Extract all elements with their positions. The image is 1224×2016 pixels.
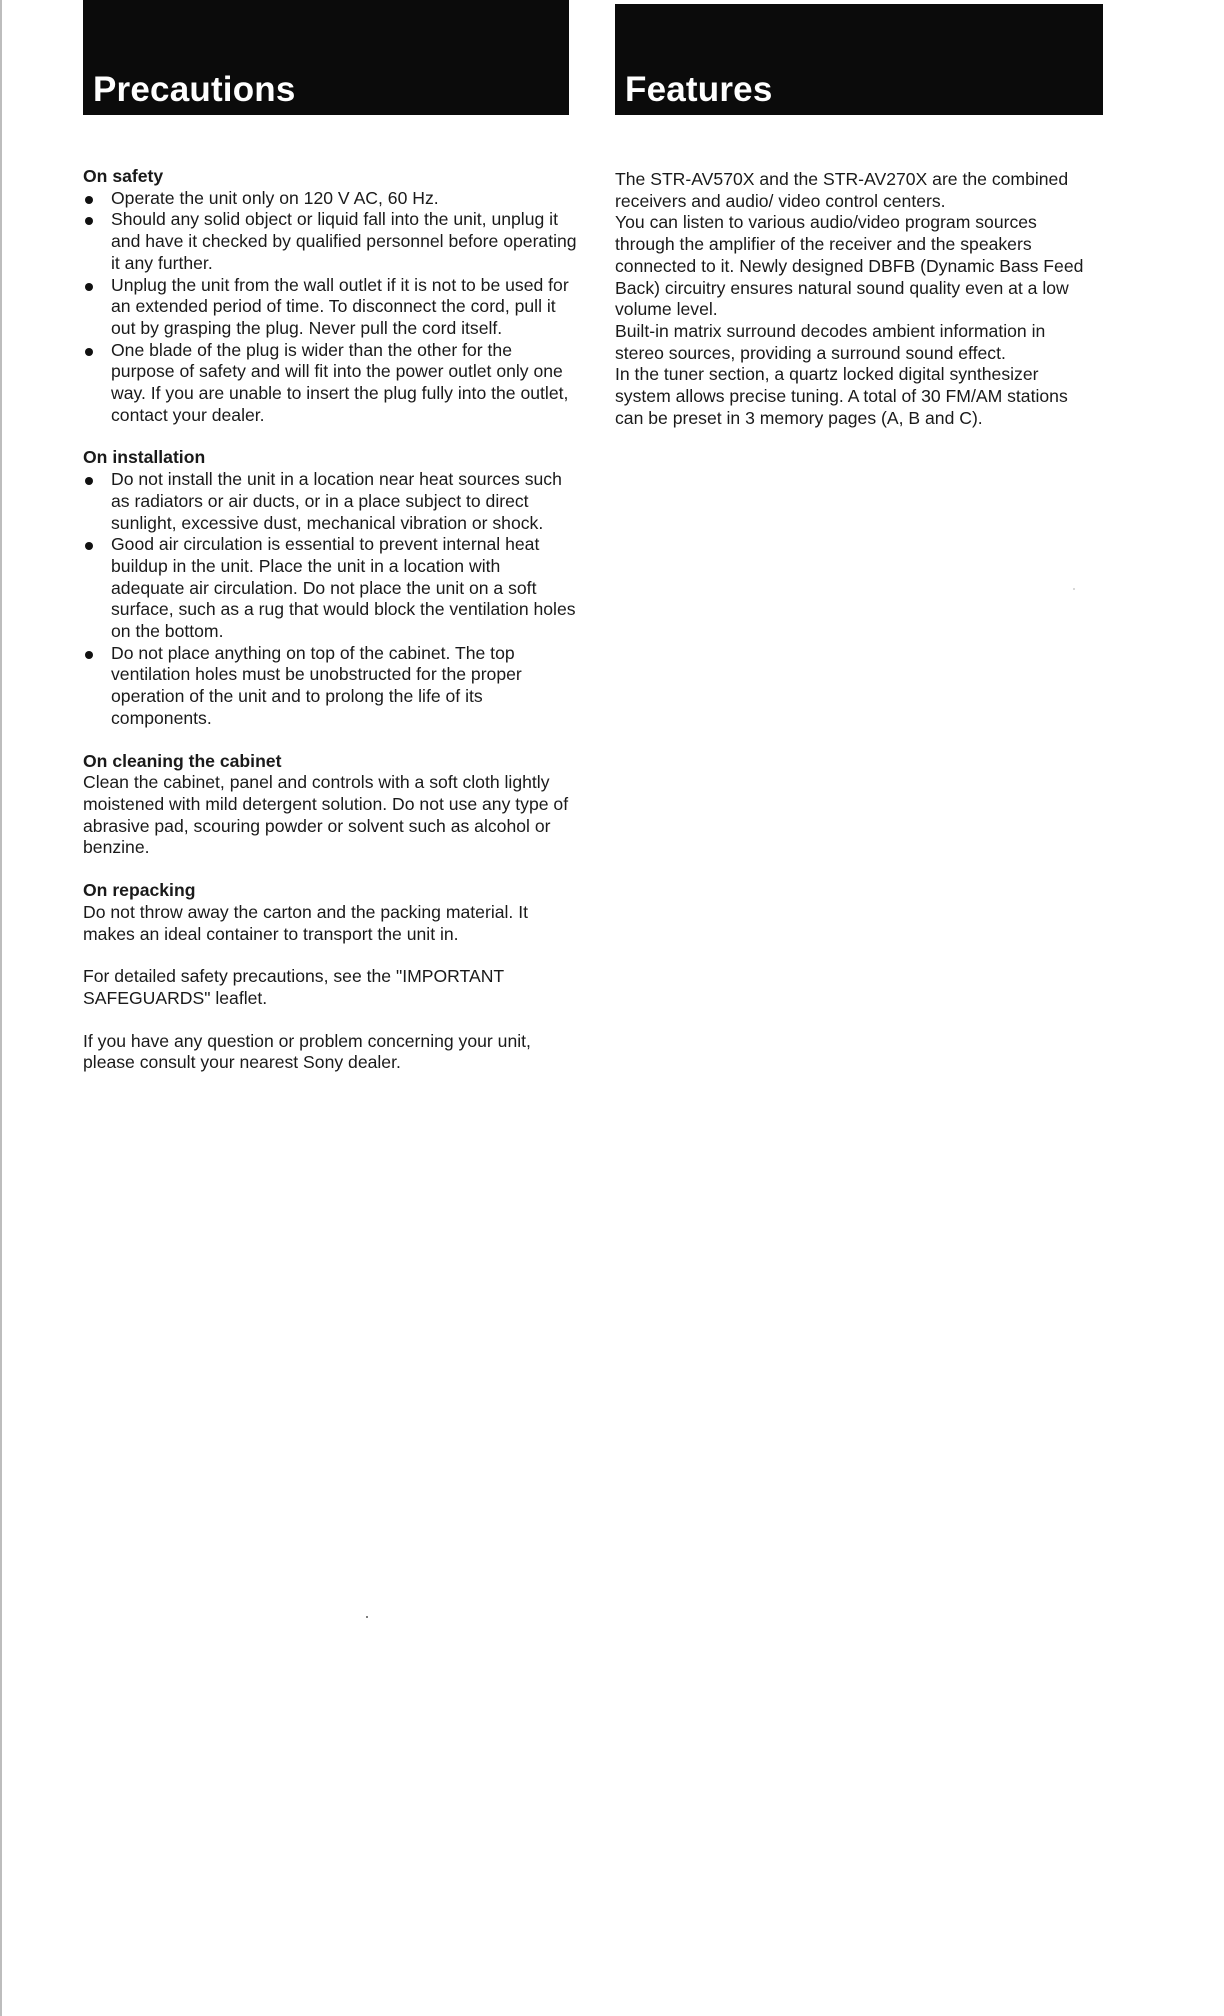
scan-speck <box>366 1616 368 1618</box>
dealer-note: If you have any question or problem concerning your unit, please consult your nearest Sony dealer. <box>83 1030 531 1073</box>
safety-item: Should any solid object or liquid fall into the unit, unplug it and have it checked by qualified personnel before operating it any further. <box>83 209 578 274</box>
features-paragraph: In the tuner section, a quartz locked digital synthesizer system allows precise tuning. A total of 30 FM/AM stations can be preset in 3 memory pages (A, B and C). <box>615 364 1068 428</box>
installation-list <box>83 469 578 729</box>
precautions-title: Precautions <box>93 70 296 109</box>
cleaning-section <box>83 751 578 860</box>
installation-item: Do not install the unit in a location near heat sources such as radiators or air ducts, or in a place subject to direct sunlight, excessive dust, mechanical vibration or shock. <box>83 469 578 534</box>
safety-section <box>83 166 578 426</box>
repacking-heading: On repacking <box>83 880 196 901</box>
installation-item: Do not place anything on top of the cabinet. The top ventilation holes must be unobstructed for the proper operation of the unit and to prolong the life of its components. <box>83 643 578 730</box>
safety-list <box>83 188 578 427</box>
cleaning-text: Clean the cabinet, panel and controls with a soft cloth lightly moistened with mild detergent solution. Do not use any type of abrasive pad, scouring powder or solvent such as alcohol or benzine. <box>83 772 569 858</box>
installation-heading: On installation <box>83 447 206 468</box>
features-paragraph: You can listen to various audio/video program sources through the amplifier of the receiver and the speakers connected to it. Newly designed DBFB (Dynamic Bass Feed Back) circuitry ensures natural sound quality even at a low volume level. <box>615 212 1084 320</box>
scan-speck <box>1073 588 1075 590</box>
installation-section <box>83 447 578 729</box>
safety-heading: On safety <box>83 166 164 186</box>
page-edge <box>0 0 2 2016</box>
cleaning-heading: On cleaning the cabinet <box>83 750 282 771</box>
safety-item: Unplug the unit from the wall outlet if it is not to be used for an extended period of time. To disconnect the cord, pull it out by grasping the plug. Never pull the cord itself. <box>83 275 578 340</box>
features-title: Features <box>625 70 773 109</box>
safety-item: Operate the unit only on 120 V AC, 60 Hz. <box>83 188 578 210</box>
precautions-column <box>83 166 578 1074</box>
repacking-text: Do not throw away the carton and the packing material. It makes an ideal container to transport the unit in. <box>83 901 528 944</box>
features-column <box>615 169 1095 429</box>
features-header <box>615 4 1103 115</box>
features-paragraph: The STR-AV570X and the STR-AV270X are the combined receivers and audio/ video control centers. <box>615 169 1069 211</box>
installation-item: Good air circulation is essential to prevent internal heat buildup in the unit. Place the unit in a location with adequate air circulation. Do not place the unit on a soft surface, such as a rug that would block the ventilation holes on the bottom. <box>83 534 578 643</box>
features-paragraph: Built-in matrix surround decodes ambient information in stereo sources, providing a surround sound effect. <box>615 320 1046 363</box>
safeguards-note: For detailed safety precautions, see the "IMPORTANT SAFEGUARDS" leaflet. <box>83 966 504 1008</box>
precautions-header <box>83 0 569 115</box>
repacking-section <box>83 880 578 945</box>
safety-item: One blade of the plug is wider than the other for the purpose of safety and will fit into the power outlet only one way. If you are unable to insert the plug fully into the outlet, contact your dealer. <box>83 340 578 427</box>
